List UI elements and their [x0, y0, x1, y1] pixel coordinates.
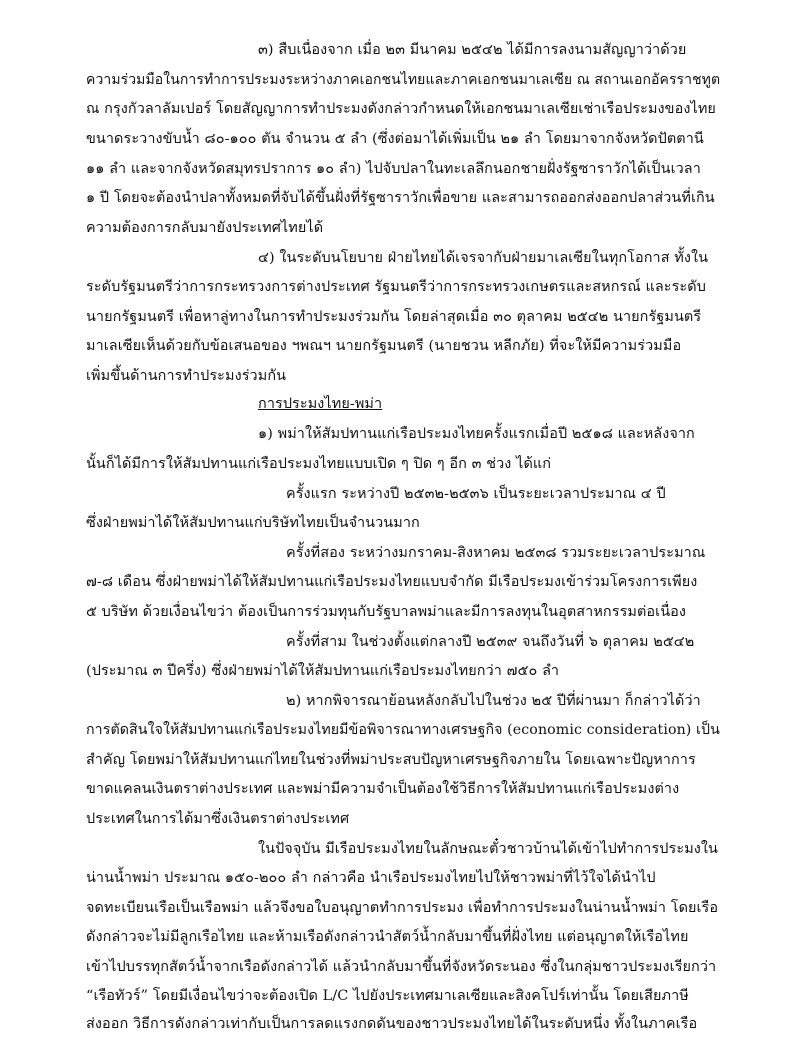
text-line: ๓) สืบเนื่องจาก เมื่อ ๒๓ มีนาคม ๒๕๔๒ ได้มีการลงนามสัญญาว่าด้วย [258, 42, 687, 58]
section-heading: การประมงไทย-พม่า [258, 396, 383, 412]
text-line: ประเทศในการได้มาซึ่งเงินตราต่างประเทศ [86, 811, 350, 827]
text-line: ซึ่งฝ่ายพม่าได้ให้สัมปทานแก่บริษัทไทยเป็นจำนวนมาก [86, 515, 420, 531]
text-line: ความต้องการกลับมายังประเทศไทยได้ [86, 220, 324, 236]
text-line: ความร่วมมือในการทำการประมงระหว่างภาคเอกชนไทยและภาคเอกชนมาเลเซีย ณ สถานเอกอัครราชทูต [86, 72, 721, 88]
text-line: เข้าไปบรรทุกสัตว์น้ำจากเรือดังกล่าวได้ แล้วนำกลับมาขึ้นที่จังหวัดระนอง ซึ่งในกลุ่มชาวประมงเรียกว่า [86, 959, 717, 975]
text-line: ครั้งที่สอง ระหว่างมกราคม-สิงหาคม ๒๕๓๘ รวมระยะเวลาประมาณ [286, 545, 706, 561]
text-line: ครั้งแรก ระหว่างปี ๒๕๓๒-๒๕๓๖ เป็นระยะเวลาประมาณ ๔ ปี [286, 486, 666, 502]
text-line: นั้นก็ได้มีการให้สัมปทานแก่เรือประมงไทยแบบเปิด ๆ ปิด ๆ อีก ๓ ช่วง ได้แก่ [86, 456, 552, 472]
text-line: จดทะเบียนเรือเป็นเรือพม่า แล้วจึงขอใบอนุญาตทำการประมง เพื่อทำการประมงในน่านน้ำพม่า โดยเรือ [86, 900, 719, 916]
text-line: ๗-๘ เดือน ซึ่งฝ่ายพม่าได้ให้สัมปทานแก่เรือประมงไทยแบบจำกัด มีเรือประมงเข้าร่วมโครงการเพียง [86, 574, 698, 590]
text-line: ณ กรุงกัวลาลัมเปอร์ โดยสัญญาการทำประมงดังกล่าวกำหนดให้เอกชนมาเลเซียเช่าเรือประมงของไทย [86, 101, 716, 117]
text-line: น่านน้ำพม่า ประมาณ ๑๕๐-๒๐๐ ลำ กล่าวคือ นำเรือประมงไทยไปให้ชาวพม่าที่ไว้ใจได้นำไป [86, 870, 656, 886]
text-line: นายกรัฐมนตรี เพื่อหาลู่ทางในการทำประมงร่วมกัน โดยล่าสุดเมื่อ ๓๐ ตุลาคม ๒๕๔๒ นายกรัฐมนตรี [86, 309, 702, 325]
text-line: การตัดสินใจให้สัมปทานแก่เรือประมงไทยมีข้อพิจารณาทางเศรษฐกิจ (economic consideration) เป็น [86, 722, 720, 738]
text-line: มาเลเซียเห็นด้วยกับข้อเสนอของ ฯพณฯ นายกรัฐมนตรี (นายชวน หลีกภัย) ที่จะให้มีความร่วมมือ [86, 338, 682, 354]
text-line: สำคัญ โดยพม่าให้สัมปทานแก่ไทยในช่วงที่พม่าประสบปัญหาเศรษฐกิจภายใน โดยเฉพาะปัญหาการ [86, 752, 696, 768]
text-line: ส่งออก วิธีการดังกล่าวเท่ากับเป็นการลดแรงกดดันของชาวประมงไทยได้ในระดับหนึ่ง ทั้งในภาคเรือ [86, 1016, 698, 1032]
text-line: ขาดแคลนเงินตราต่างประเทศ และพม่ามีความจำเป็นต้องใช้วิธีการให้สัมปทานแก่เรือประมงต่าง [86, 781, 680, 797]
text-line: ครั้งที่สาม ในช่วงตั้งแต่กลางปี ๒๕๓๙ จนถึงวันที่ ๖ ตุลาคม ๒๕๔๒ [286, 634, 695, 650]
text-line: ดังกล่าวจะไม่มีลูกเรือไทย และห้ามเรือดังกล่าวนำสัตว์น้ำกลับมาขึ้นที่ฝั่งไทย แต่อนุญาตให้เรือไทย [86, 929, 689, 945]
text-line: ๑๑ ลำ และจากจังหวัดสมุทรปราการ ๑๐ ลำ) ไปจับปลาในทะเลลึกนอกชายฝั่งรัฐซาราวักได้เป็นเวลา [86, 161, 701, 177]
text-line: ๒) หากพิจารณาย้อนหลังกลับไปในช่วง ๒๕ ปีที่ผ่านมา ก็กล่าวได้ว่า [286, 693, 701, 709]
text-line: ในปัจจุบัน มีเรือประมงไทยในลักษณะตั๋วชาวบ้านได้เข้าไปทำการประมงใน [258, 841, 718, 857]
text-line: ขนาดระวางขับน้ำ ๘๐-๑๐๐ ตัน จำนวน ๕ ลำ (ซึ่งต่อมาได้เพิ่มเป็น ๒๑ ลำ โดยมาจากจังหวัดปัตตานี [86, 131, 704, 147]
text-line: ๑ ปี โดยจะต้องนำปลาทั้งหมดที่จับได้ขึ้นฝั่งที่รัฐซาราวักเพื่อขาย และสามารถออกส่งออกปลาส่วนที่เกิน [86, 190, 715, 206]
text-line: เพิ่มขึ้นด้านการทำประมงร่วมกัน [86, 368, 287, 384]
text-line: ๔) ในระดับนโยบาย ฝ่ายไทยได้เจรจากับฝ่ายมาเลเซียในทุกโอกาส ทั้งใน [258, 250, 709, 266]
text-line: “เรือทัวร์” โดยมีเงื่อนไขว่าจะต้องเปิด L/C ไปยังประเทศมาเลเซียและสิงคโปร์เท่านั้น โดยเสียภาษี [86, 988, 689, 1004]
text-line: (ประมาณ ๓ ปีครึ่ง) ซึ่งฝ่ายพม่าได้ให้สัมปทานแก่เรือประมงไทยกว่า ๗๕๐ ลำ [86, 663, 560, 679]
text-line: ระดับรัฐมนตรีว่าการกระทรวงการต่างประเทศ รัฐมนตรีว่าการกระทรวงเกษตรและสหกรณ์ และระดับ [86, 279, 706, 295]
text-line: ๑) พม่าให้สัมปทานแก่เรือประมงไทยครั้งแรกเมื่อปี ๒๕๑๘ และหลังจาก [258, 426, 695, 442]
text-line: ๕ บริษัท ด้วยเงื่อนไขว่า ต้องเป็นการร่วมทุนกับรัฐบาลพม่าและมีการลงทุนในอุตสาหกรรมต่อเนื่อง [86, 604, 686, 620]
